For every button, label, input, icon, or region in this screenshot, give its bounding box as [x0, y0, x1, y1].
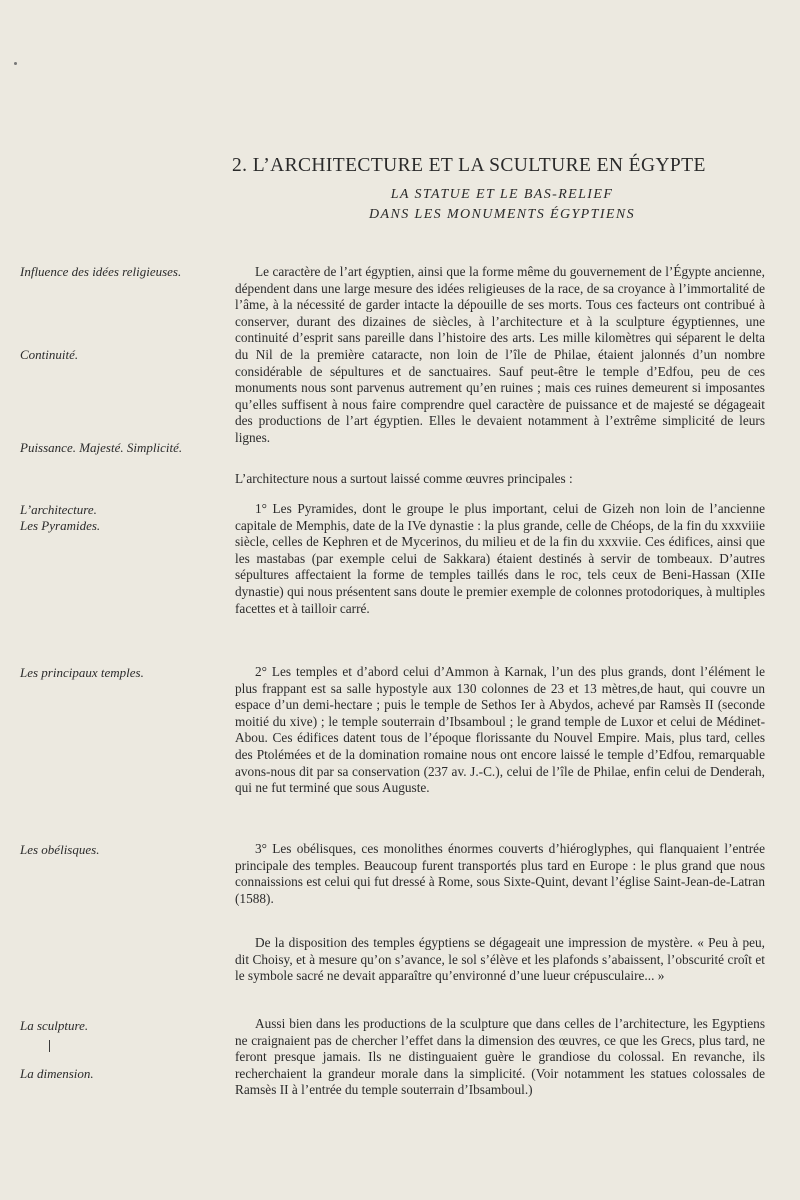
margin-note-obelisques: Les obélisques. [20, 842, 100, 857]
margin-note-dimension: La dimension. [20, 1066, 94, 1081]
margin-note-sculpture: La sculpture. [20, 1018, 89, 1033]
paragraph-mystere: De la disposition des temples égyptiens se dégageait une impression de mystère. « Peu à peu, dit Choisy, et à mesure qu’on s’avance, le sol s’élève et les plafonds s’abaissent, l’obscurité croît et le symbole sacré ne devait apparaître qu’environné d’une lueur crépusculaire... » [235, 935, 765, 984]
margin-tick-mark [49, 1040, 50, 1052]
margin-note-continuite: Continuité. [20, 347, 79, 362]
paragraph-sculpture: Aussi bien dans les productions de la sculpture que dans celles de l’architecture, les Egyptiens ne craignaient pas de chercher l’effet dans la dimension des œuvres, ce que les Grecs, plus tard, ne feront presque jamais. Ils ne distinguaient guère le grandiose du colossal. En revanche, ils recherchaient la grandeur morale dans la simplicité. (Voir notamment les statues colossales de Ramsès II à l’entrée du temple souterrain d’Ibsamboul.) [235, 1016, 765, 1098]
paragraph-pyramides: 1° Les Pyramides, dont le groupe le plus important, celui de Gizeh non loin de l’ancienne capitale de Memphis, date de la IVe dynastie : la plus grande, celle de Chéops, de la fin du xxxviiie siècle, celles de Kephren et de Mycerinos, du milieu et de la fin du xxxviie. Ces édifices, ainsi que les mastabas (par exemple celui de Sakkara) étaient destinés à servir de tombeaux. D’autres sépultures affectaient la forme de temples taillés dans le roc, tels ceux de Beni-Hassan (XIIe dynastie) qui nous présentent sans doute le premier exemple de colonnes protodoriques, à multiples facettes et à tailloir carré. [235, 501, 765, 616]
margin-note-temples: Les principaux temples. [20, 665, 144, 680]
margin-note-pyramides: Les Pyramides. [20, 518, 101, 533]
paragraph-introduction: Le caractère de l’art égyptien, ainsi que la forme même du gouvernement de l’Égypte ancienne, dépendent dans une large mesure des idées religieuses de la race, de sa croyance à l’immortalité de l’âme, à la nécessité de garder intacte la dépouille de ses morts. Tous ces facteurs ont contribué à conserver, durant des dizaines de siècles, à l’architecture et à la sculpture égyptiennes, une continuité d’esprit sans pareille dans l’histoire des arts. Les mille kilomètres qui séparent le delta du Nil de la première cataracte, non loin de l’île de Philae, étaient jalonnés d’un nombre considérable de sépultures et de sanctuaires. Sauf peut-être le temple d’Edfou, peu de ces monuments nous sont parvenus autrement qu’en ruines ; mais ces ruines demeurent si imposantes qu’elles suffisent à nous faire comprendre quel caractère de puissance et de majesté se dégageait des productions de l’art égyptien. Elles le devaient notamment à l’extrême simplicité de leurs lignes. [235, 264, 765, 445]
chapter-subtitle-line-1: LA STATUE ET LE BAS-RELIEF [390, 187, 614, 202]
margin-note-puissance: Puissance. Majesté. Simplicité. [20, 440, 183, 455]
paragraph-obelisques: 3° Les obélisques, ces monolithes énormes couverts d’hiéroglyphes, qui flanquaient l’entrée principale des temples. Beaucoup furent transportés plus tard en Europe : le plus grand que nous connaissions est celui qui fut dressé à Rome, sous Sixte-Quint, devant l’église Saint-Jean-de-Latran (1588). [235, 841, 765, 906]
paragraph-temples: 2° Les temples et d’abord celui d’Ammon à Karnak, l’un des plus grands, dont l’élément le plus frappant est sa salle hypostyle aux 130 colonnes de 23 et 13 mètres,de haut, qui couvre un espace d’un demi-hectare ; puis le temple de Sethos Ier à Abydos, achevé par Ramsès II (seconde moitié du xive) ; le temple souterrain d’Ibsamboul ; le grand temple de Luxor et celui de Médinet-Abou. Ces édifices datent tous de l’époque florissante du Nouvel Empire. Mais, plus tard, celles des Ptolémées et de la domination romaine nous ont encore laissé le temple d’Edfou, remarquable avons-nous dit par sa conservation (237 av. J.-C.), celui de l’île de Philae, enfin celui de Denderah, qui ne fut terminé que sous Auguste. [235, 664, 765, 796]
paragraph-architecture-intro: L’architecture nous a surtout laissé comme œuvres principales : [235, 471, 573, 486]
margin-note-architecture: L’architecture. [20, 502, 97, 517]
page-speck [14, 62, 17, 65]
chapter-title: 2. L’ARCHITECTURE ET LA SCULTURE EN ÉGYPTE [232, 155, 706, 176]
chapter-subtitle-line-2: DANS LES MONUMENTS ÉGYPTIENS [369, 207, 635, 222]
margin-note-influence: Influence des idées religieuses. [20, 264, 182, 279]
